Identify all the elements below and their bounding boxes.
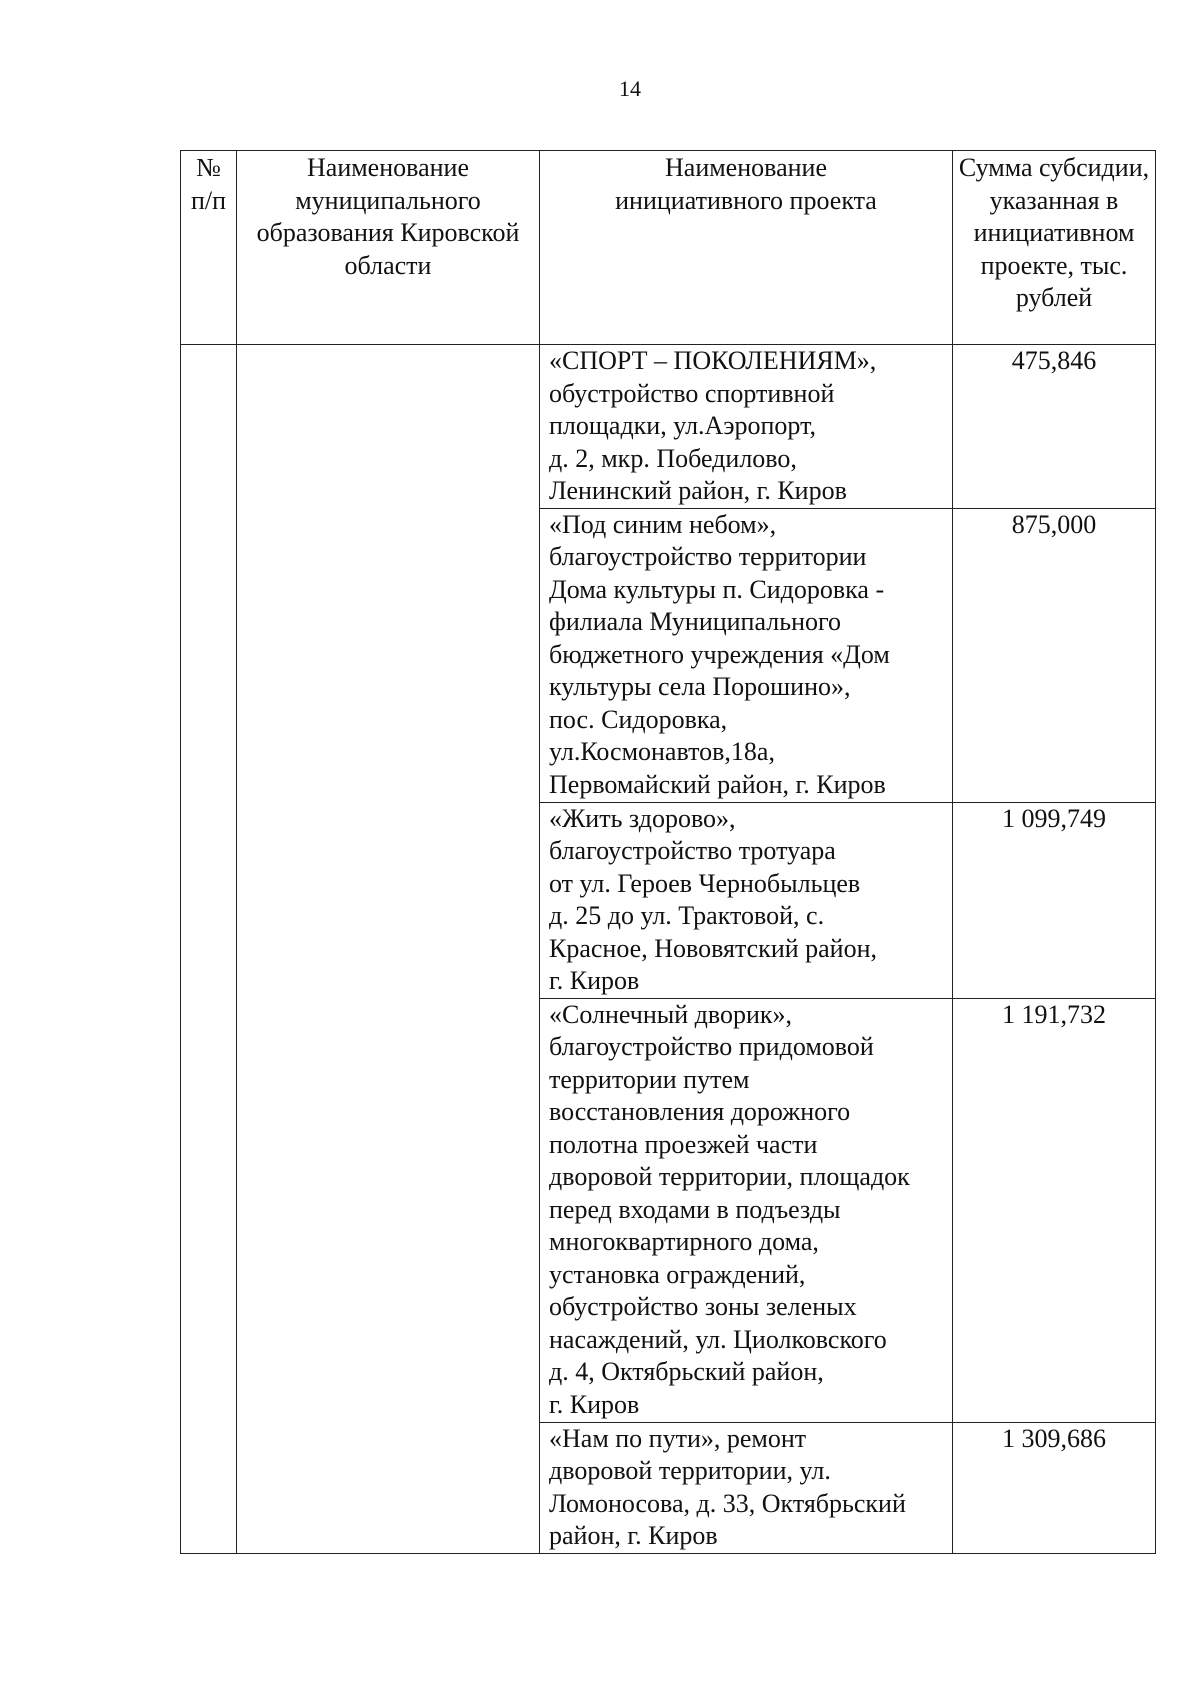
amount-value: 1 099,749 — [1002, 803, 1106, 833]
header-municipality — [237, 151, 540, 345]
header-row — [181, 151, 1156, 345]
project-cell — [540, 802, 953, 998]
table-header — [181, 151, 1156, 345]
table-row — [181, 345, 1156, 509]
project-cell — [540, 1422, 953, 1553]
amount-cell — [953, 345, 1156, 509]
amount-cell — [953, 802, 1156, 998]
amount-value: 475,846 — [1011, 346, 1097, 375]
header-project — [540, 151, 953, 345]
page-number: 14 — [619, 76, 641, 101]
project-cell — [540, 345, 953, 509]
subsidy-table — [180, 150, 1156, 1554]
project-text: «Солнечный дворик», благоустройство придомовой территории путем восстановления дорожного полотна проезжей части дворовой территории, площадок перед входами в подъезды многоквартирного дома, установка ограждений, обустройство зоны зеленых насаждений, ул. Циолковского д. 4, Октябрьский район, г. Киров — [549, 999, 910, 1419]
num-cell — [181, 345, 237, 1554]
amount-cell — [953, 1422, 1156, 1553]
project-text: «Нам по пути», ремонт дворовой территории, ул. Ломоносова, д. 33, Октябрьский район, г. Киров — [549, 1423, 906, 1550]
project-cell — [540, 998, 953, 1422]
header-num — [181, 151, 237, 345]
header-num-label: № п/п — [190, 153, 227, 215]
amount-value: 875,000 — [1011, 509, 1097, 539]
project-text: «Под синим небом», благоустройство территории Дома культуры п. Сидоровка - филиала Муниципального бюджетного учреждения «Дом культуры села Порошино», пос. Сидоровка, ул.Космонавтов,18а, Первомайский район, г. Киров — [549, 509, 890, 799]
project-text: «СПОРТ – ПОКОЛЕНИЯМ», обустройство спортивной площадки, ул.Аэропорт, д. 2, мкр. Победилово, Ленинский район, г. Киров — [549, 346, 877, 505]
project-cell — [540, 508, 953, 802]
header-amount-label: Сумма субсидии, указанная в инициативном проекте, тыс. рублей — [958, 153, 1150, 312]
amount-cell — [953, 998, 1156, 1422]
amount-cell — [953, 508, 1156, 802]
header-project-label: Наименование инициативного проекта — [615, 153, 877, 215]
municipality-cell — [237, 345, 540, 1554]
amount-value: 1 191,732 — [1002, 999, 1106, 1029]
amount-value: 1 309,686 — [1002, 1423, 1106, 1453]
table-body — [181, 345, 1156, 1554]
project-text: «Жить здорово», благоустройство тротуара от ул. Героев Чернобыльцев д. 25 до ул. Трактовой, с. Красное, Нововятский район, г. Киров — [549, 803, 878, 995]
header-municipality-label: Наименование муниципального образования Кировской области — [256, 153, 520, 280]
header-amount — [953, 151, 1156, 345]
